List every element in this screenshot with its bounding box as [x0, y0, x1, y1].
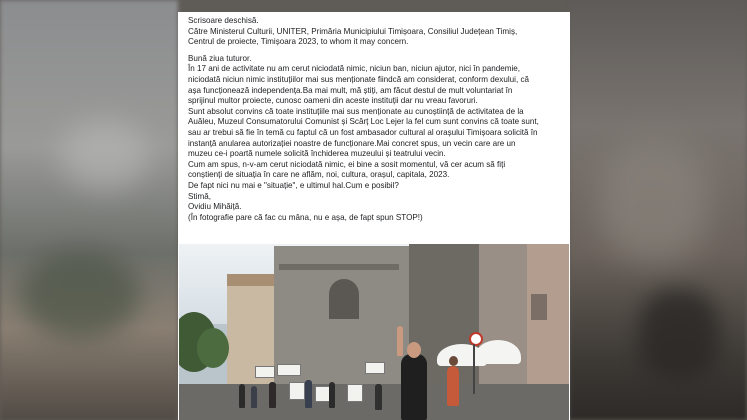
blurred-background-right [569, 0, 747, 420]
post-line: Sunt absolut convins că toate instituțiile mai sus menționate au cunoștiință de activitatea de la [188, 106, 524, 116]
post-line: Ovidiu Mihăiță. [188, 202, 242, 212]
post-line: sprijinul multor proiecte, cunosc oameni din aceste instituții dar nu vreau favoruri. [188, 96, 478, 106]
social-post-card [178, 12, 570, 420]
post-line: Bună ziua tuturor. [188, 53, 252, 63]
blurred-background-left [0, 0, 178, 420]
post-line: Către Ministerul Culturii, UNITER, Primăria Municipiului Timișoara, Consiliul Județean Timiș, [188, 26, 518, 36]
post-line: În 17 ani de activitate nu am cerut niciodată nimic, niciun ban, niciun ajutor, nici în pandemie, [188, 64, 521, 74]
post-line: Stimă, [188, 191, 211, 201]
post-line: niciodată niciun nimic instituțiilor mai sus menționate fiindcă am considerat, conform dexului, că [188, 74, 529, 84]
post-line: conștienți de situația în care ne aflăm, noi, cultura, orașul, capitala, 2023. [188, 170, 450, 180]
post-line: De fapt nici nu mai e "situație", e ultimul hal.Cum e posibil? [188, 180, 399, 190]
post-line: (În fotografie pare că fac cu mâna, nu e așa, de fapt spun STOP!) [188, 212, 423, 222]
post-body [188, 16, 562, 223]
street-protest-photo[interactable] [179, 244, 569, 420]
post-line: Cum am spus, n-v-am cerut niciodată nimic, ei bine a sosit momentul, vă cer acum să fiți [188, 159, 506, 169]
post-line: sau ar trebui să fie în temă cu faptul că un fost ambasador cultural al orașului Timișoara solicită în [188, 127, 538, 137]
post-line: instanță anularea autorizației noastre de funcționare.Mai concret spus, un vecin care are un [188, 138, 516, 148]
post-line: Auăleu, Muzeul Consumatorului Comunist și Scârț Loc Lejer la fel cum sunt convins că toate sunt, [188, 117, 539, 127]
post-line: Centrul de proiecte, Timișoara 2023, to whom it may concern. [188, 37, 409, 47]
post-line: Scrisoare deschisă. [188, 16, 259, 25]
post-line: muzeu ce-i poartă numele solicită închiderea muzeului și teatrului vecin. [188, 149, 446, 159]
post-line: așa funcționează independența.Ba mai mult, mă știți, am făcut destul de mult voluntariat în [188, 85, 513, 95]
